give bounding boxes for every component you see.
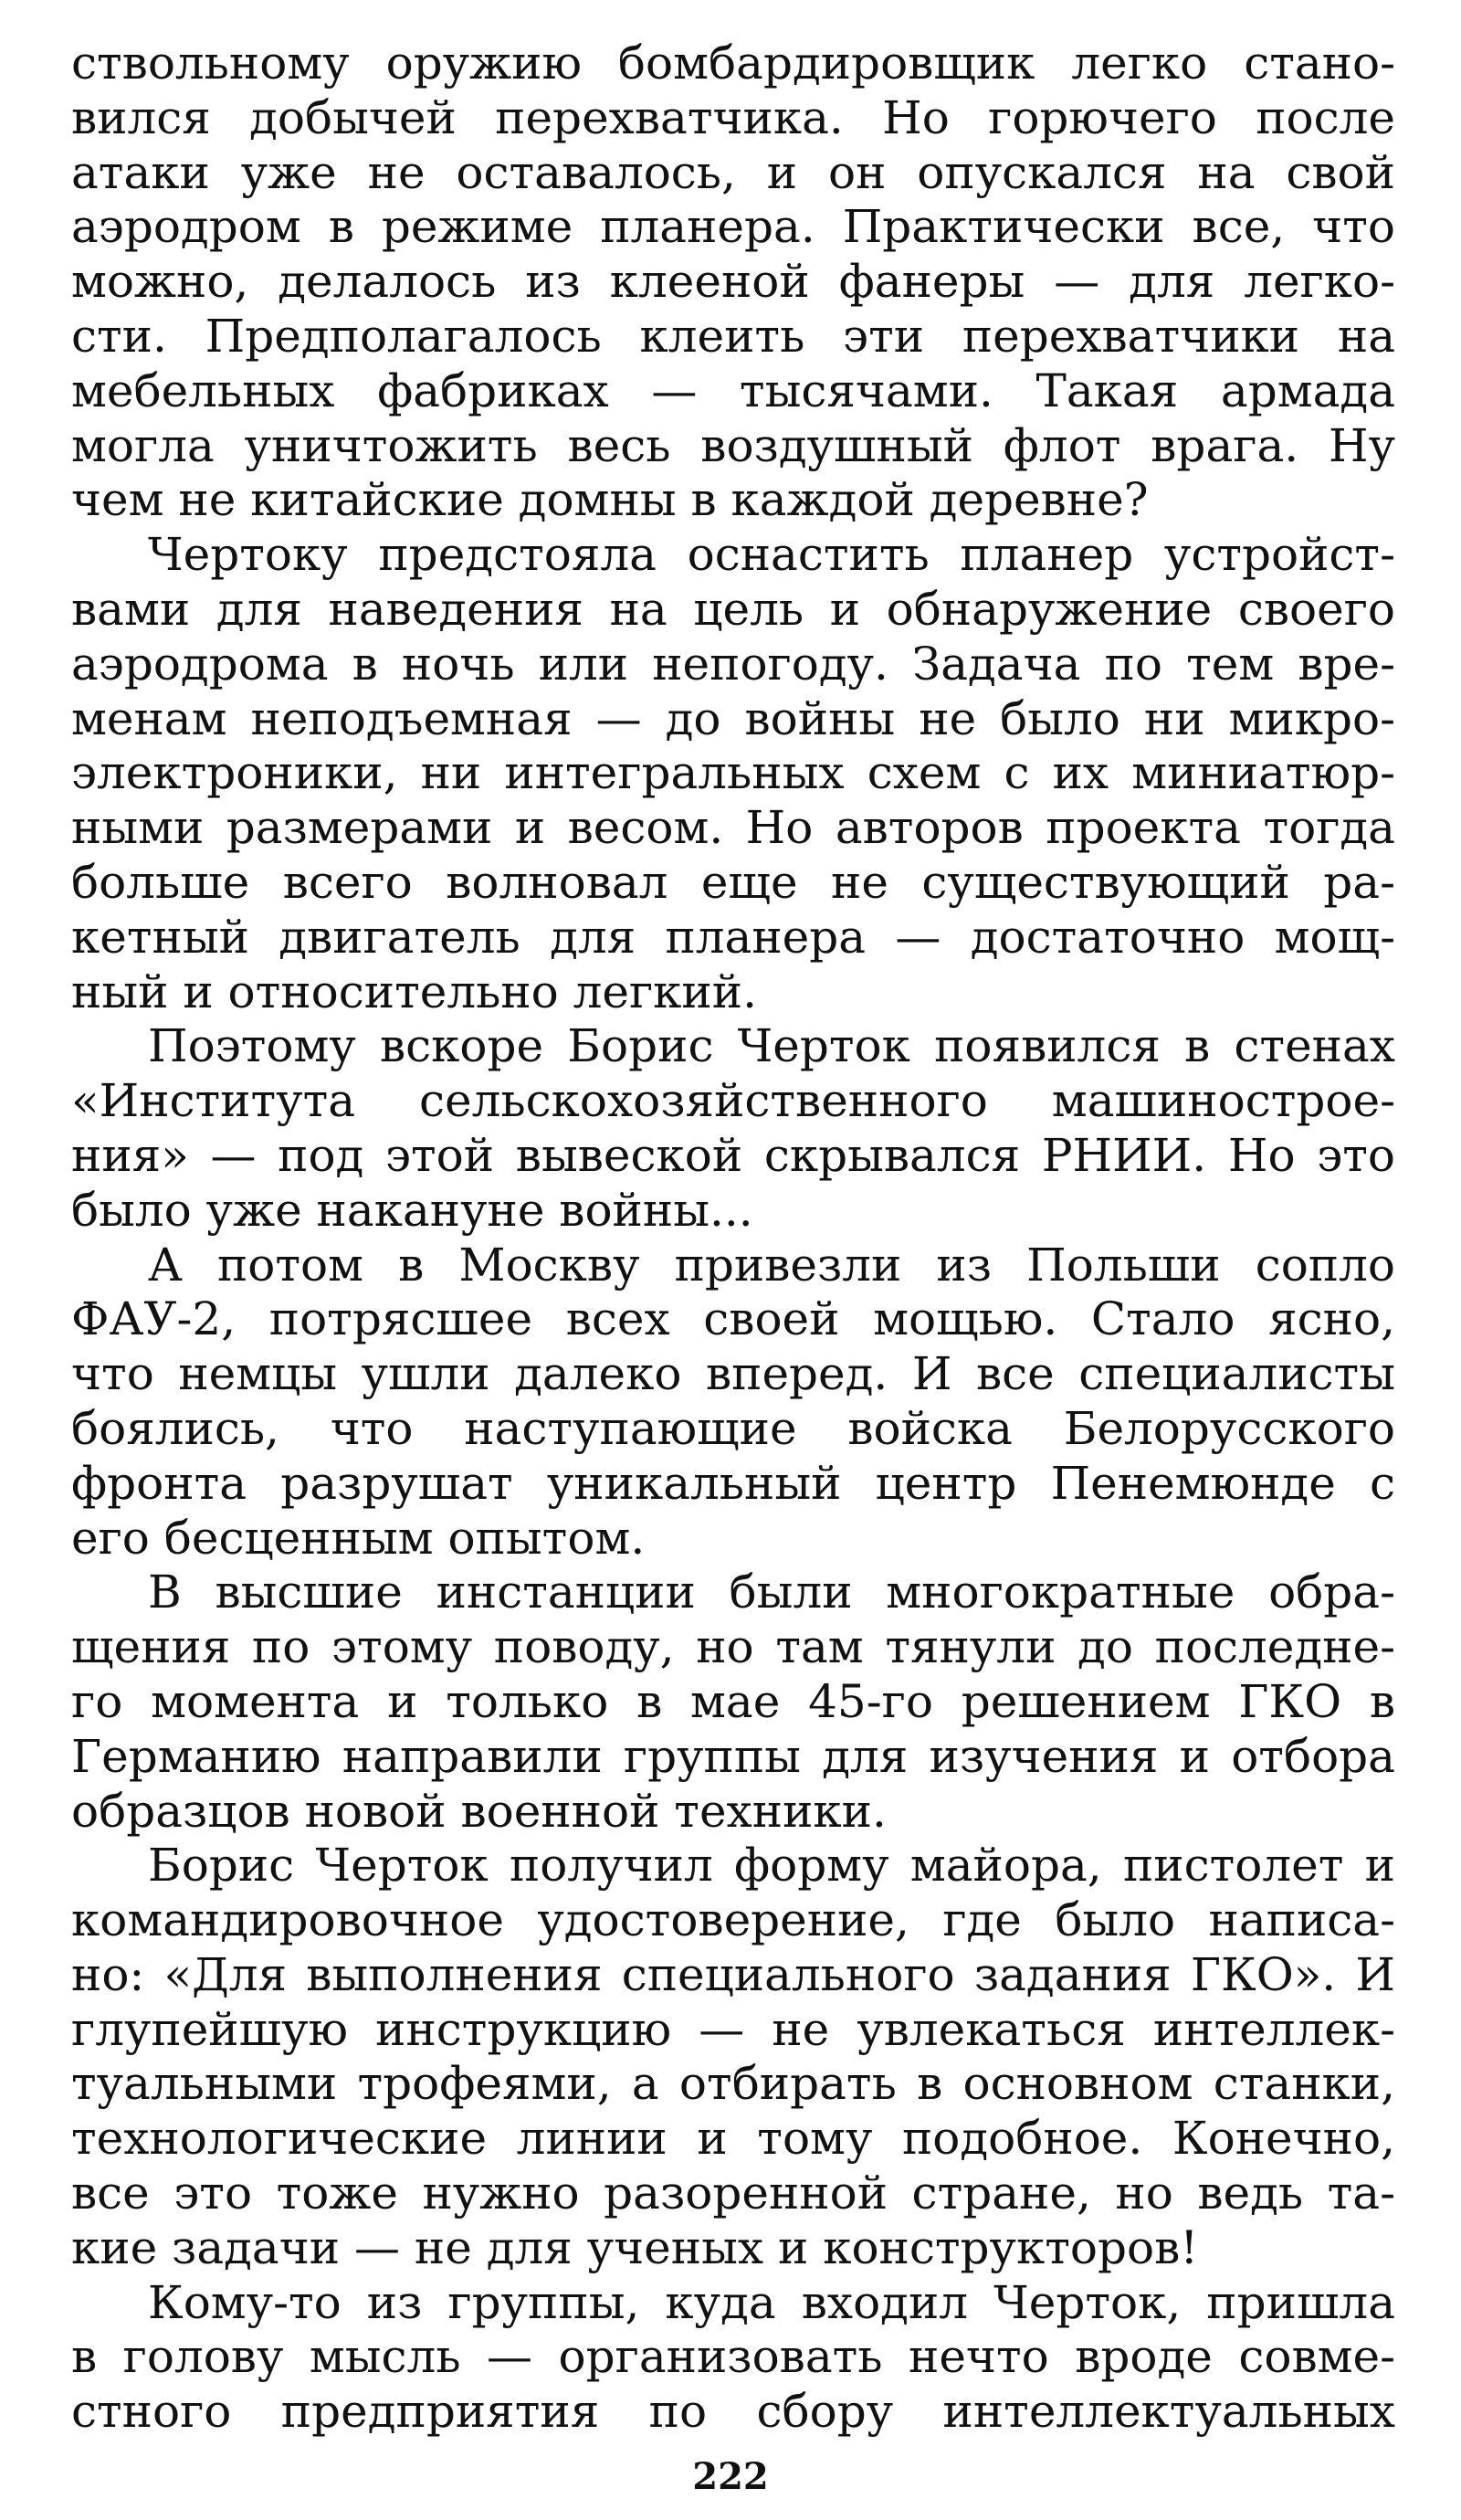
text-line: что немцы ушли далеко вперед. И все специалисты — [71, 1347, 1395, 1401]
text-line: Германию направили группы для изучения и отбора — [71, 1729, 1395, 1783]
text-line: могла уничтожить весь воздушный флот врага. Ну — [71, 418, 1395, 472]
body-text — [71, 37, 1395, 2440]
text-line: го момента и только в мае 45-го решением ГКО в — [71, 1674, 1395, 1728]
text-line: Борис Черток получил форму майора, пистолет и — [148, 1839, 1395, 1893]
text-line: боялись, что наступающие войска Белорусского — [71, 1401, 1395, 1455]
text-line: вился добычей перехватчика. Но горючего после — [71, 90, 1395, 144]
text-line: аэродром в режиме планера. Практически все, что — [71, 200, 1395, 254]
text-line: вами для наведения на цель и обнаружение своего — [71, 582, 1395, 636]
text-line: кетный двигатель для планера — достаточно мощ- — [71, 910, 1395, 964]
text-line: ния» — под этой вывеской скрывался РНИИ. Но это — [71, 1128, 1395, 1182]
text-line: В высшие инстанции были многократные обра- — [148, 1566, 1395, 1619]
text-line: А потом в Москву привезли из Польши сопло — [148, 1238, 1395, 1292]
text-line: ными размерами и весом. Но авторов проекта тогда — [71, 801, 1395, 855]
text-line: туальными трофеями, а отбирать в основном станки, — [71, 2057, 1395, 2111]
text-line: Чертоку предстояла оснастить планер устройст- — [148, 528, 1395, 582]
text-line: Поэтому вскоре Борис Черток появился в стенах — [148, 1019, 1395, 1073]
text-line: кие задачи — не для ученых и конструкторов! — [71, 2220, 1199, 2274]
text-line: сти. Предполагалось клеить эти перехватчики на — [71, 309, 1395, 363]
text-line: глупейшую инструкцию — не увлекаться интеллек- — [71, 2002, 1395, 2056]
text-line: технологические линии и тому подобное. Конечно, — [71, 2112, 1395, 2166]
text-line: атаки уже не оставалось, и он опускался на свой — [71, 145, 1395, 199]
book-page — [71, 37, 1395, 2484]
text-line: образцов новой военной техники. — [71, 1784, 887, 1838]
text-line: «Института сельскохозяйственного машинострое- — [71, 1074, 1395, 1128]
text-line: в голову мысль — организовать нечто вроде совме- — [71, 2330, 1395, 2384]
text-line: аэродрома в ночь или непогоду. Задача по тем вре- — [71, 637, 1395, 691]
text-line: больше всего волновал еще не существующий ра- — [71, 855, 1395, 909]
text-line: но: «Для выполнения специального задания ГКО». И — [71, 1947, 1395, 2001]
text-line: Кому-то из группы, куда входил Черток, пришла — [148, 2275, 1395, 2329]
text-line: щения по этому поводу, но там тянули до последне- — [71, 1620, 1395, 1674]
text-line: фронта разрушат уникальный центр Пенемюнде с — [71, 1456, 1395, 1510]
text-line: командировочное удостоверение, где было написа- — [71, 1893, 1395, 1947]
text-line: его бесценным опытом. — [71, 1511, 646, 1565]
text-line: все это тоже нужно разоренной стране, но ведь та- — [71, 2167, 1395, 2220]
text-line: чем не китайские домны в каждой деревне? — [71, 473, 1149, 527]
text-line: мебельных фабриках — тысячами. Такая армада — [71, 364, 1395, 417]
text-line: было уже накануне войны... — [71, 1183, 753, 1237]
text-line: ный и относительно легкий. — [71, 965, 757, 1018]
text-line: ствольному оружию бомбардировщик легко стано- — [71, 37, 1395, 90]
page-number: 222 — [692, 2455, 769, 2498]
text-line: менам неподъемная — до войны не было ни микро- — [71, 691, 1395, 745]
text-line: можно, делалось из клееной фанеры — для легко- — [71, 255, 1395, 309]
text-line: стного предприятия по сбору интеллектуальных — [71, 2385, 1395, 2439]
text-line: электроники, ни интегральных схем с их миниатюр- — [71, 746, 1395, 800]
text-line: ФАУ-2, потрясшее всех своей мощью. Стало ясно, — [71, 1292, 1395, 1346]
